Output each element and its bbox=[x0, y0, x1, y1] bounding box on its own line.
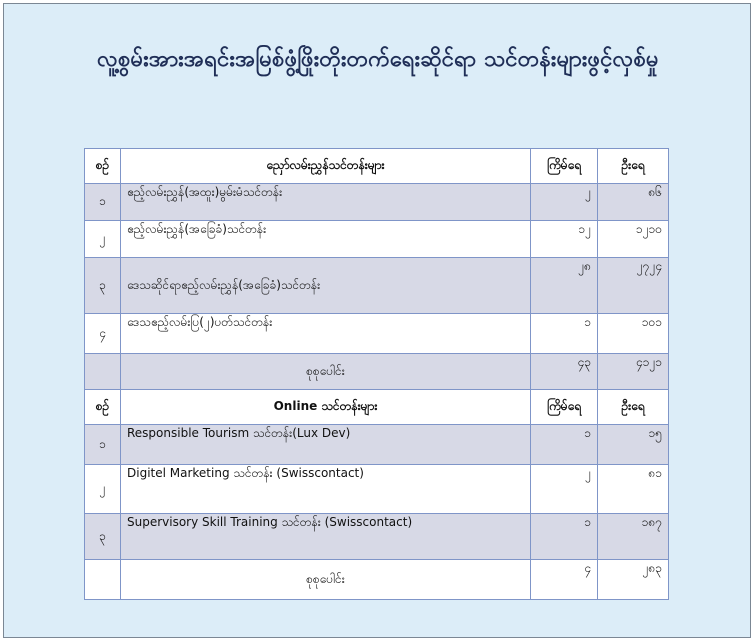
row-serial: ၄ bbox=[85, 314, 121, 354]
row-persons: ၂၇၂၄ bbox=[598, 258, 669, 314]
row-times: ၂ bbox=[531, 184, 598, 221]
row-times: ၁ bbox=[531, 425, 598, 465]
table-header-row bbox=[85, 149, 669, 184]
header-course-name: ညှော်လမ်းညွှန်သင်တန်းများ bbox=[121, 149, 531, 184]
row-times: ၂၈ bbox=[531, 258, 598, 314]
row-course-name: Digitel Marketing သင်တန်း (Swisscontact) bbox=[121, 465, 531, 514]
total-label: စုစုပေါင်း bbox=[121, 560, 531, 600]
total-times: ၄၃ bbox=[531, 354, 598, 391]
online-courses-table bbox=[84, 389, 669, 600]
row-persons: ၈၆ bbox=[598, 184, 669, 221]
header-times: ကြိမ်ရေ bbox=[531, 390, 598, 425]
table-row bbox=[85, 314, 669, 354]
guide-courses-table bbox=[84, 148, 669, 391]
row-course-name: Responsible Tourism သင်တန်း(Lux Dev) bbox=[121, 425, 531, 465]
row-serial: ၂ bbox=[85, 465, 121, 514]
header-persons: ဦးရေ bbox=[598, 149, 669, 184]
row-serial: ၂ bbox=[85, 221, 121, 258]
row-persons: ၁၀၁ bbox=[598, 314, 669, 354]
row-course-name: ဒေသဆိုင်ရာဧည့်လမ်းညွှန်(အခြေခံ)သင်တန်း bbox=[121, 258, 531, 314]
total-persons: ၂၈၃ bbox=[598, 560, 669, 600]
row-times: ၁၂ bbox=[531, 221, 598, 258]
total-row bbox=[85, 354, 669, 391]
row-course-name: ဧည့်လမ်းညွှန်(အခြေခံ)သင်တန်း bbox=[121, 221, 531, 258]
total-label: စုစုပေါင်း bbox=[121, 354, 531, 391]
row-course-name: Supervisory Skill Training သင်တန်း (Swisscontact) bbox=[121, 514, 531, 560]
row-times: ၁ bbox=[531, 514, 598, 560]
row-persons: ၁၅ bbox=[598, 425, 669, 465]
header-times: ကြိမ်ရေ bbox=[531, 149, 598, 184]
row-times: ၁ bbox=[531, 314, 598, 354]
page-title: လူ့စွမ်းအားအရင်းအမြစ်ဖွံ့ဖြိုးတိုးတက်ရေးဆိုင်ရာ သင်တန်းများဖွင့်လှစ်မှု bbox=[97, 47, 659, 72]
total-empty-cell bbox=[85, 354, 121, 391]
total-row bbox=[85, 560, 669, 600]
table-row bbox=[85, 221, 669, 258]
row-persons: ၈၁ bbox=[598, 465, 669, 514]
row-serial: ၃ bbox=[85, 514, 121, 560]
row-course-name: ဧည့်လမ်းညွှန်(အထူး)မွမ်းမံသင်တန်း bbox=[121, 184, 531, 221]
row-serial: ၃ bbox=[85, 258, 121, 314]
row-serial: ၁ bbox=[85, 184, 121, 221]
table-row bbox=[85, 514, 669, 560]
table-row bbox=[85, 184, 669, 221]
table-header-row bbox=[85, 390, 669, 425]
total-persons: ၄၁၂၁ bbox=[598, 354, 669, 391]
total-empty-cell bbox=[85, 560, 121, 600]
table-row bbox=[85, 425, 669, 465]
row-serial: ၁ bbox=[85, 425, 121, 465]
header-serial: စဉ် bbox=[85, 149, 121, 184]
row-course-name: ဒေသဧည့်လမ်းပြ(၂)ပတ်သင်တန်း bbox=[121, 314, 531, 354]
header-persons: ဦးရေ bbox=[598, 390, 669, 425]
row-times: ၂ bbox=[531, 465, 598, 514]
row-persons: ၁၈၇ bbox=[598, 514, 669, 560]
table-row bbox=[85, 258, 669, 314]
total-times: ၄ bbox=[531, 560, 598, 600]
row-persons: ၁၂၁၀ bbox=[598, 221, 669, 258]
header-course-name: Online သင်တန်းများ bbox=[121, 390, 531, 425]
table-row bbox=[85, 465, 669, 514]
infographic-panel bbox=[3, 3, 751, 638]
header-serial: စဉ် bbox=[85, 390, 121, 425]
